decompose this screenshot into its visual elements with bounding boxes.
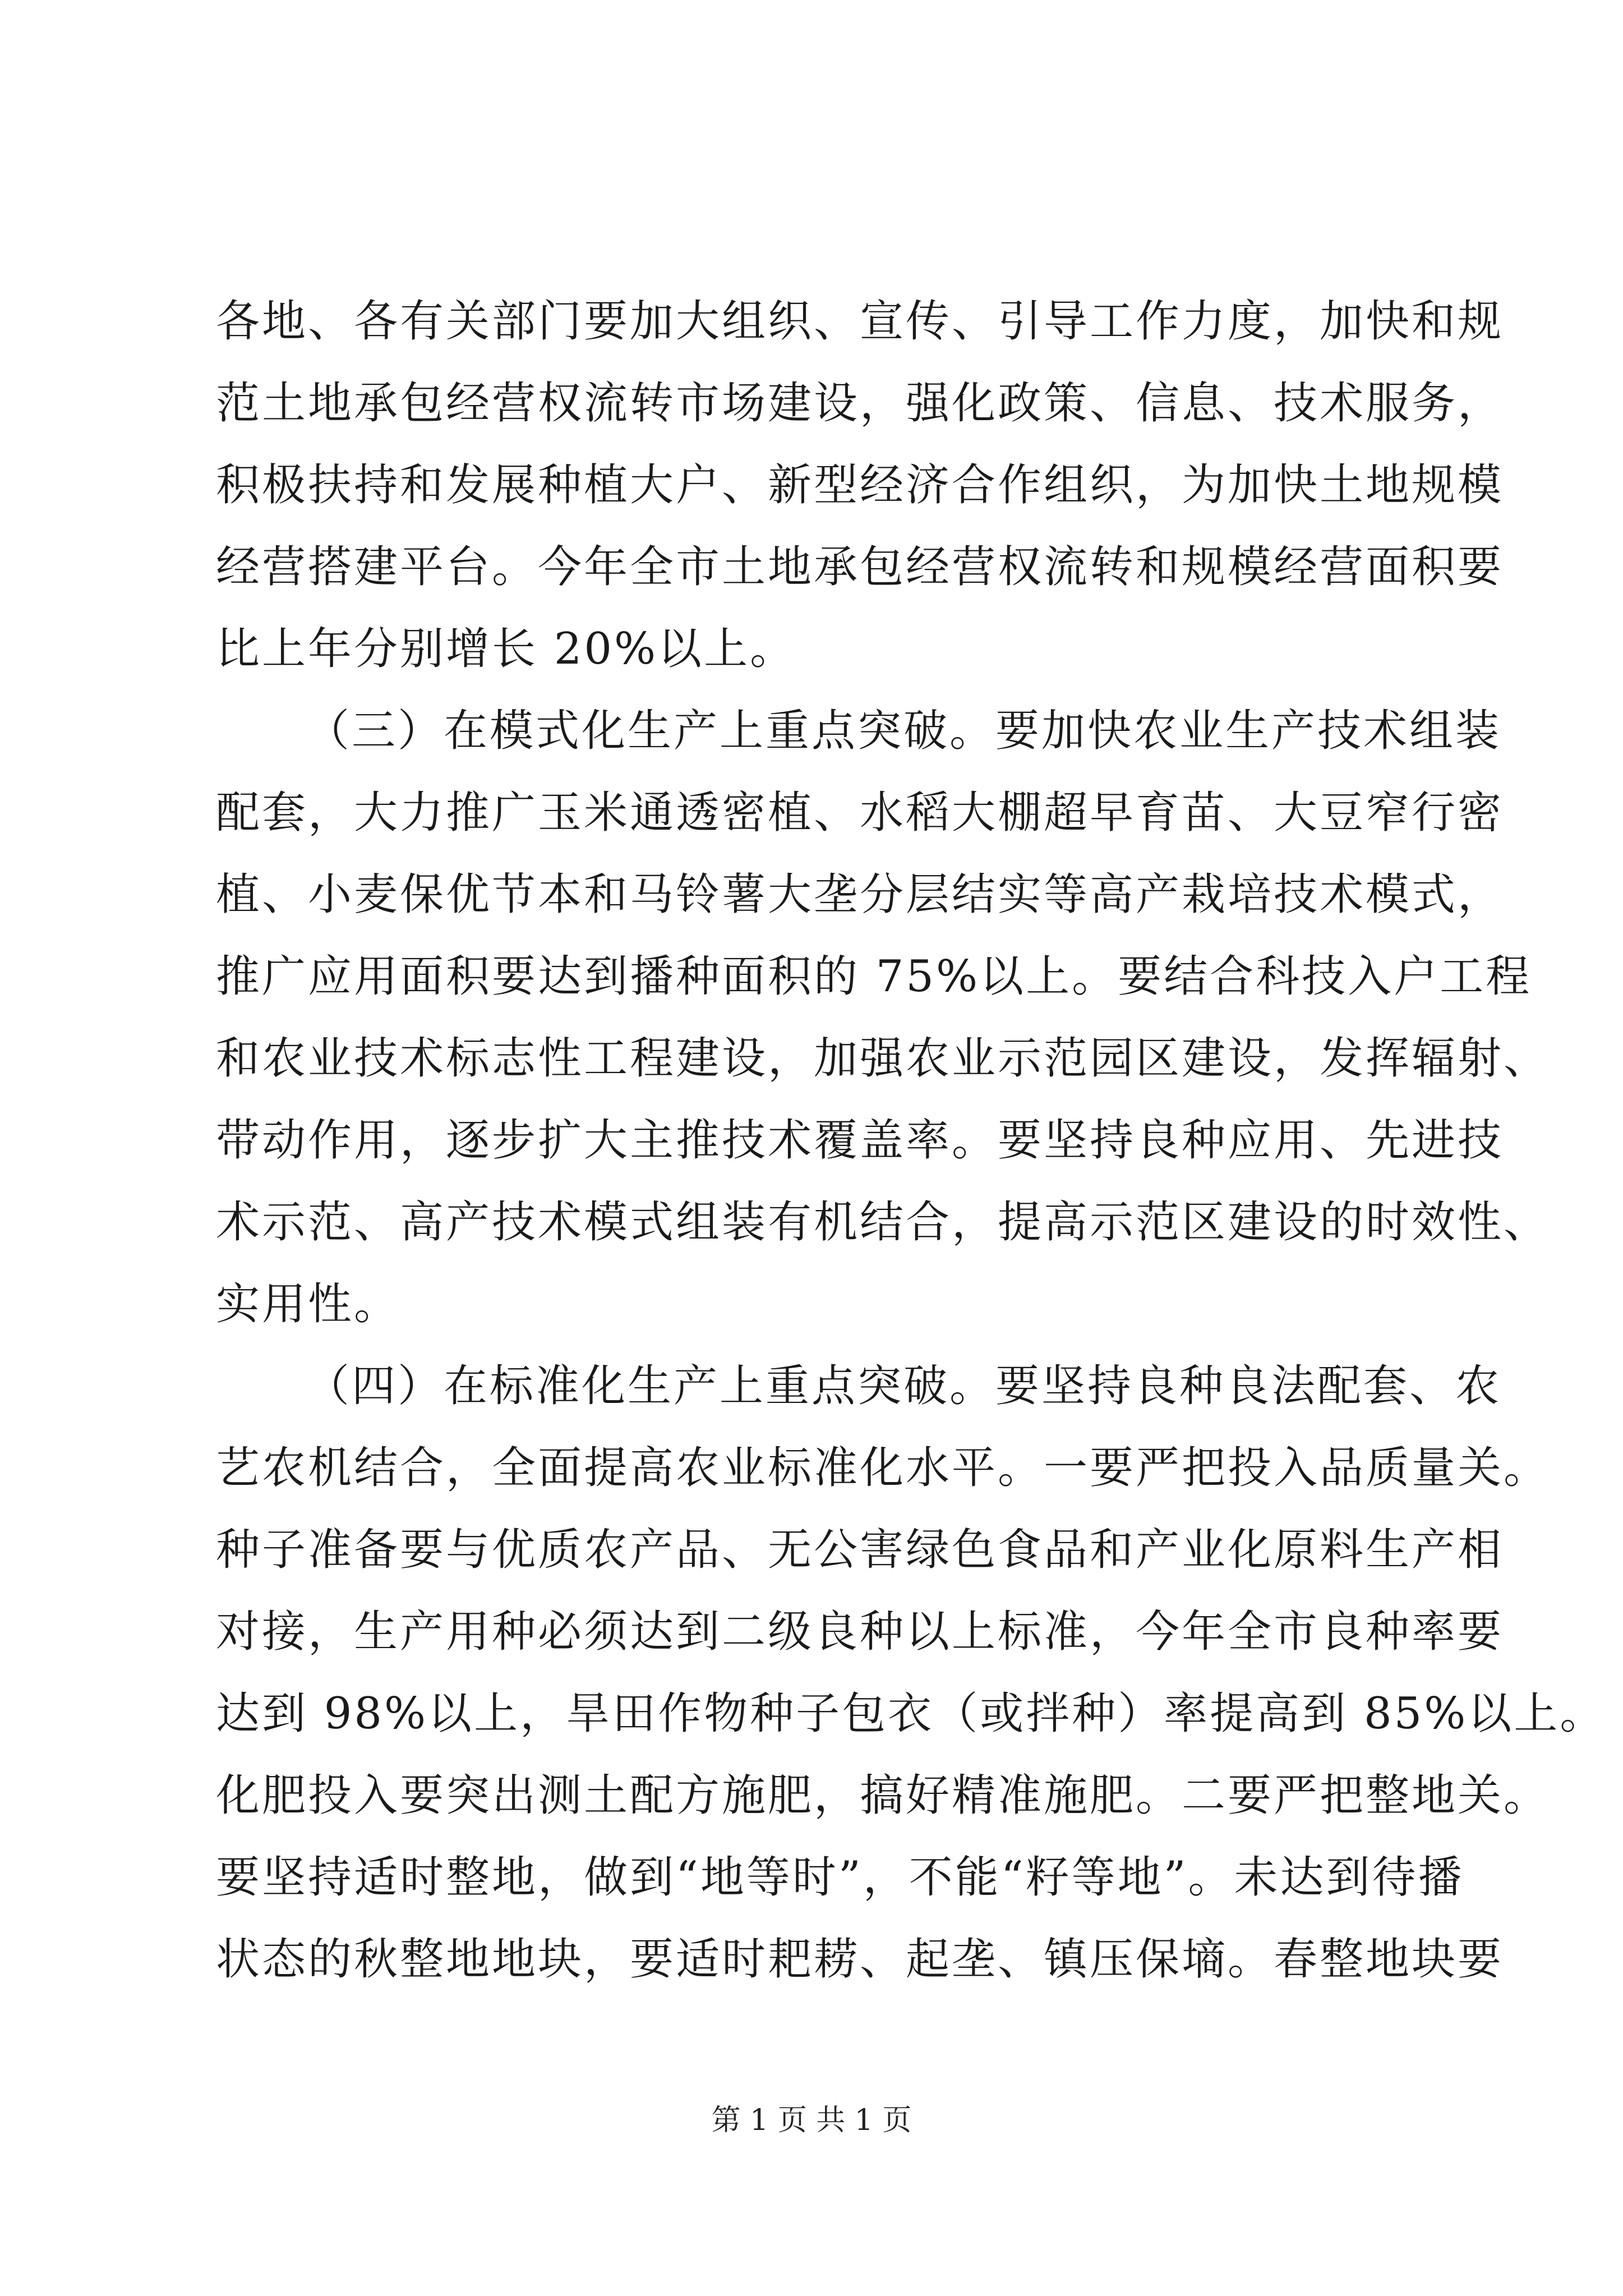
text-line: 和农业技术标志性工程建设，加强农业示范园区建设，发挥辐射、 — [216, 1033, 1550, 1084]
text-line: 范土地承包经营权流转市场建设，强化政策、信息、技术服务， — [216, 378, 1504, 429]
text-line: 推广应用面积要达到播种面积的 75%以上。要结合科技入户工程 — [216, 951, 1532, 1002]
text-line: 积极扶持和发展种植大户、新型经济合作组织，为加快土地规模 — [216, 460, 1504, 510]
text-line: 比上年分别增长 20%以上。 — [216, 624, 796, 674]
text-line: 经营搭建平台。今年全市土地承包经营权流转和规模经营面积要 — [216, 542, 1504, 592]
text-line: 状态的秋整地地块，要适时耙耢、起垄、镇压保墒。春整地块要 — [216, 1934, 1504, 1985]
text-line: 术示范、高产技术模式组装有机结合，提高示范区建设的时效性、 — [216, 1197, 1550, 1248]
text-line: 化肥投入要突出测土配方施肥，搞好精准施肥。二要严把整地关。 — [216, 1770, 1550, 1821]
text-line: 种子准备要与优质农产品、无公害绿色食品和产业化原料生产相 — [216, 1525, 1504, 1575]
text-line: 实用性。 — [216, 1279, 400, 1329]
paragraph-start-line: （四）在标准化生产上重点突破。要坚持良种良法配套、农 — [306, 1361, 1502, 1411]
text-line: 要坚持适时整地，做到“地等时”，不能“籽等地”。未达到待播 — [216, 1852, 1464, 1903]
body-text — [216, 280, 1606, 2000]
text-line: 对接，生产用种必须达到二级良种以上标准，今年全市良种率要 — [216, 1607, 1504, 1657]
paragraph-start-line: （三）在模式化生产上重点突破。要加快农业生产技术组装 — [306, 706, 1502, 756]
text-line: 各地、各有关部门要加大组织、宣传、引导工作力度，加快和规 — [216, 296, 1504, 347]
text-line: 带动作用，逐步扩大主推技术覆盖率。要坚持良种应用、先进技 — [216, 1115, 1504, 1166]
page-footer: 第 1 页 共 1 页 — [711, 2104, 912, 2137]
text-line: 植、小麦保优节本和马铃薯大垄分层结实等高产栽培技术模式， — [216, 869, 1504, 920]
text-line: 达到 98%以上，旱田作物种子包衣（或拌种）率提高到 85%以上。 — [216, 1688, 1606, 1739]
text-line: 艺农机结合，全面提高农业标准化水平。一要严把投入品质量关。 — [216, 1443, 1550, 1493]
text-line: 配套，大力推广玉米通透密植、水稻大棚超早育苗、大豆窄行密 — [216, 788, 1504, 838]
